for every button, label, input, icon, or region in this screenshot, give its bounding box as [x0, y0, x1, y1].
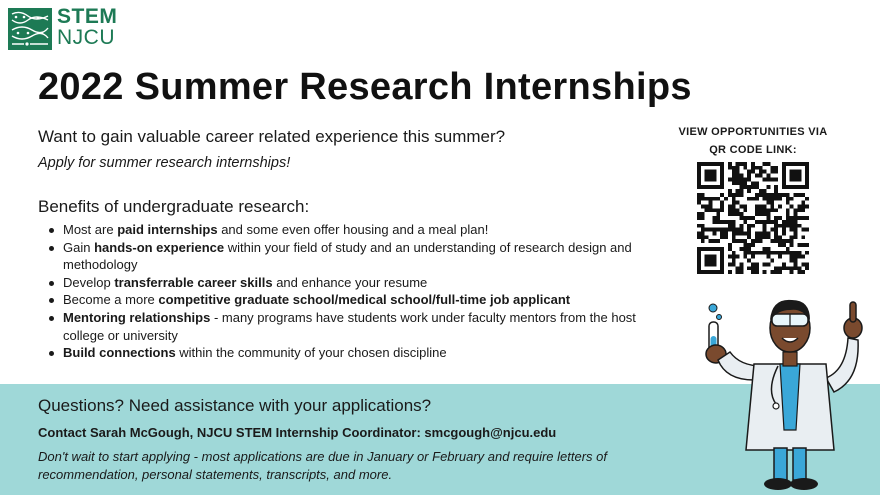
qr-label-line2: QR CODE LINK: [709, 144, 797, 156]
deadline-note: Don't wait to start applying - most applications are due in January or February and require letters of recommendation, personal statements, transcripts, and more. [38, 449, 607, 482]
qr-code-icon[interactable] [697, 162, 809, 274]
footer-question: Questions? Need assistance with your applications? [38, 396, 432, 415]
benefit-bold: paid internships [117, 222, 218, 237]
benefit-item [40, 309, 660, 344]
intro-question: Want to gain valuable career related experience this summer? [38, 127, 506, 146]
benefit-bold: Build connections [63, 345, 176, 361]
benefit-text: Gain [63, 239, 95, 255]
benefit-item [40, 239, 660, 274]
benefit-text: within the community of your chosen discipline [175, 345, 447, 361]
stem-njcu-logo[interactable] [8, 6, 124, 52]
logo-text-njcu: NJCU [57, 26, 115, 49]
qr-label-line1: VIEW OPPORTUNITIES VIA [678, 126, 828, 138]
benefit-text: - many programs have students work under faculty mentors from the host college or university [63, 309, 636, 343]
benefit-text: and enhance your resume [272, 274, 428, 290]
qr-label [655, 123, 851, 159]
benefits-list [40, 221, 660, 362]
logo-text-stem: STEM [57, 5, 118, 28]
benefit-bold: hands-on experience [94, 239, 225, 255]
dna-grid-logo-icon [8, 8, 52, 50]
benefit-text: Become a more [63, 292, 159, 308]
benefit-bold: Mentoring relationships [63, 309, 211, 325]
benefit-text: Develop [63, 274, 115, 290]
benefit-text: and some even offer housing and a meal plan! [217, 222, 489, 237]
scientist-with-test-tube-illustration [696, 280, 868, 493]
page-title: 2022 Summer Research Internships [38, 66, 692, 108]
contact-line[interactable]: Contact Sarah McGough, NJCU STEM Internship Coordinator: smcgough@njcu.edu [38, 425, 557, 440]
benefit-item [40, 274, 660, 292]
benefit-item [40, 291, 660, 309]
intro-apply: Apply for summer research internships! [38, 155, 291, 171]
benefit-bold: transferrable career skills [114, 274, 273, 290]
benefit-text: Most are [63, 222, 118, 237]
benefit-text: within your field of study and an understanding of research design and methodology [63, 239, 632, 273]
benefits-heading: Benefits of undergraduate research: [38, 197, 310, 216]
benefit-item [40, 344, 660, 362]
benefit-item [40, 221, 660, 239]
benefit-bold: competitive graduate school/medical school/full-time job applicant [158, 292, 571, 308]
